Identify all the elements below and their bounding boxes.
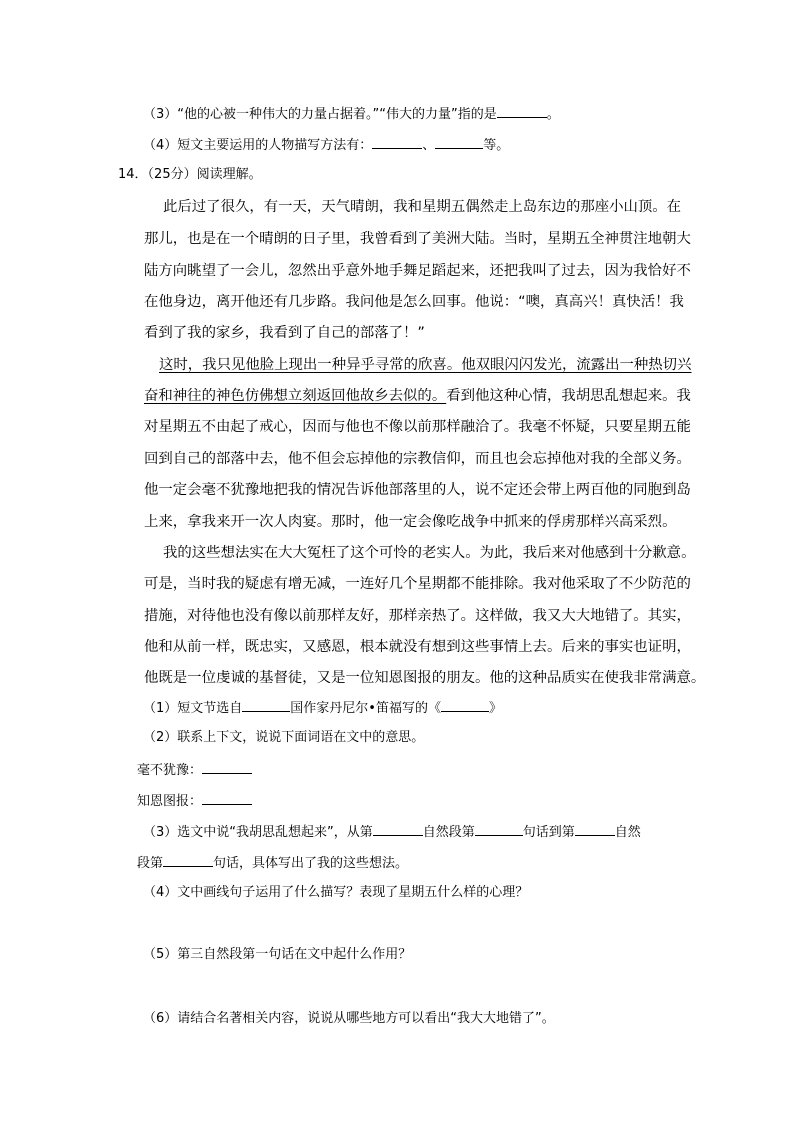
- subq-4: （4）文中画线句子运用了什么描写？表现了星期五什么样的心理？: [143, 885, 529, 900]
- subq-text: 》: [488, 701, 502, 716]
- term-label: 知恩图报：: [137, 794, 203, 809]
- passage-line: 在他身边，离开他还有几步路。我问他是怎么回事。他说：“噢，真高兴！真快活！我: [144, 294, 684, 310]
- subq-text: 国作家丹尼尔•笛福写的《: [290, 701, 441, 716]
- passage-line: 措施，对待他也没有像以前那样友好，那样亲热了。这样做，我又大大地错了。其实，: [144, 608, 691, 624]
- answer-blank[interactable]: [373, 821, 423, 836]
- passage-line: 他一定会毫不犹豫地把我的情况告诉他部落里的人，说不定还会带上两百他的同胞到岛: [144, 482, 691, 498]
- passage-line: 上来，拿我来开一次人肉宴。那时，他一定会像吃战争中抓来的俘虏那样兴高采烈。: [144, 514, 677, 530]
- answer-blank[interactable]: [475, 821, 523, 836]
- q13-4-text: （4）短文主要运用的人物描写方法有：: [143, 138, 373, 153]
- subq-text: 段第: [137, 856, 164, 871]
- passage-line: 陆方向眺望了一会儿，忽然出乎意外地手舞足蹈起来，还把我叫了过去，因为我恰好不: [144, 263, 691, 279]
- q14-title: 14．（25分）阅读理解。: [118, 167, 262, 182]
- underlined-sentence: 奋和神往的神色仿佛想立刻返回他故乡去似的。: [144, 388, 447, 404]
- passage-text: 看到他这种心情，我胡思乱想起来。我: [446, 388, 691, 404]
- answer-blank[interactable]: [372, 134, 422, 149]
- answer-blank[interactable]: [441, 697, 489, 712]
- subq-2: （2）联系上下文，说说下面词语在文中的意思。: [143, 730, 425, 745]
- q13-3-line: [143, 103, 560, 125]
- passage-line: 那儿，也是在一个晴朗的日子里，我曾看到了美洲大陆。当时，星期五全神贯注地朝大: [144, 231, 691, 247]
- passage-line: 此后过了很久，有一天，天气晴朗，我和星期五偶然走上岛东边的那座小山顶。在: [163, 199, 682, 215]
- punct: 等。: [483, 138, 510, 153]
- q13-4-line: [143, 134, 509, 156]
- passage-line: 对星期五不由起了戒心，因而与他也不像以前那样融洽了。我毫不怀疑，只要星期五能: [144, 419, 691, 435]
- subq-6: （6）请结合名著相关内容，说说从哪些地方可以看出“我大大地错了”。: [143, 1011, 555, 1026]
- answer-blank[interactable]: [435, 134, 483, 149]
- answer-blank[interactable]: [163, 852, 213, 867]
- answer-blank[interactable]: [497, 103, 547, 118]
- passage-line: 他既是一位虔诚的基督徒，又是一位知恩图报的朋友。他的这种品质实在使我非常满意。: [144, 670, 706, 686]
- underlined-sentence: 这时，我只见他脸上现出一种异乎寻常的欣喜。他双眼闪闪发光，流露出一种热切兴: [159, 357, 692, 373]
- passage-line: 可是，当时我的疑虑有增无减，一连好几个星期都不能排除。我对他采取了不少防范的: [144, 576, 691, 592]
- passage-line: 他和从前一样，既忠实，又感恩，根本就没有想到这些事情上去。后来的事实也证明，: [144, 639, 691, 655]
- subq-2a: [137, 759, 252, 781]
- punct: 。: [546, 107, 560, 122]
- passage-line: 回到自己的部落中去，他不但会忘掉他的宗教信仰，而且也会忘掉他对我的全部义务。: [144, 451, 691, 467]
- q13-3-text: （3）“他的心被一种伟大的力量占据着。”“伟大的力量”指的是: [143, 107, 497, 122]
- subq-2b: [137, 790, 252, 812]
- punct: 、: [422, 138, 436, 153]
- subq-1: [143, 697, 502, 719]
- answer-blank[interactable]: [202, 759, 252, 774]
- subq-3: [143, 821, 641, 843]
- subq-text: 句话，具体写出了我的这些想法。: [213, 856, 409, 871]
- answer-blank[interactable]: [202, 790, 252, 805]
- passage-line: 我的这些想法实在大大冤枉了这个可怜的老实人。为此，我后来对他感到十分歉意。: [163, 545, 696, 561]
- subq-text: （1）短文节选自: [143, 701, 243, 716]
- term-label: 毫不犹豫：: [137, 763, 203, 778]
- subq-5: （5）第三自然段第一句话在文中起什么作用？: [143, 947, 412, 962]
- subq-3-cont: [137, 852, 408, 874]
- answer-blank[interactable]: [575, 821, 615, 836]
- subq-text: 自然段第: [422, 825, 475, 840]
- subq-text: （3）选文中说“我胡思乱想起来”，从第: [143, 825, 373, 840]
- passage-line: [144, 386, 691, 406]
- answer-blank[interactable]: [242, 697, 290, 712]
- subq-text: 自然: [614, 825, 641, 840]
- subq-text: 句话到第: [522, 825, 575, 840]
- passage-line: 看到了我的家乡，我看到了自己的部落了！”: [144, 325, 425, 341]
